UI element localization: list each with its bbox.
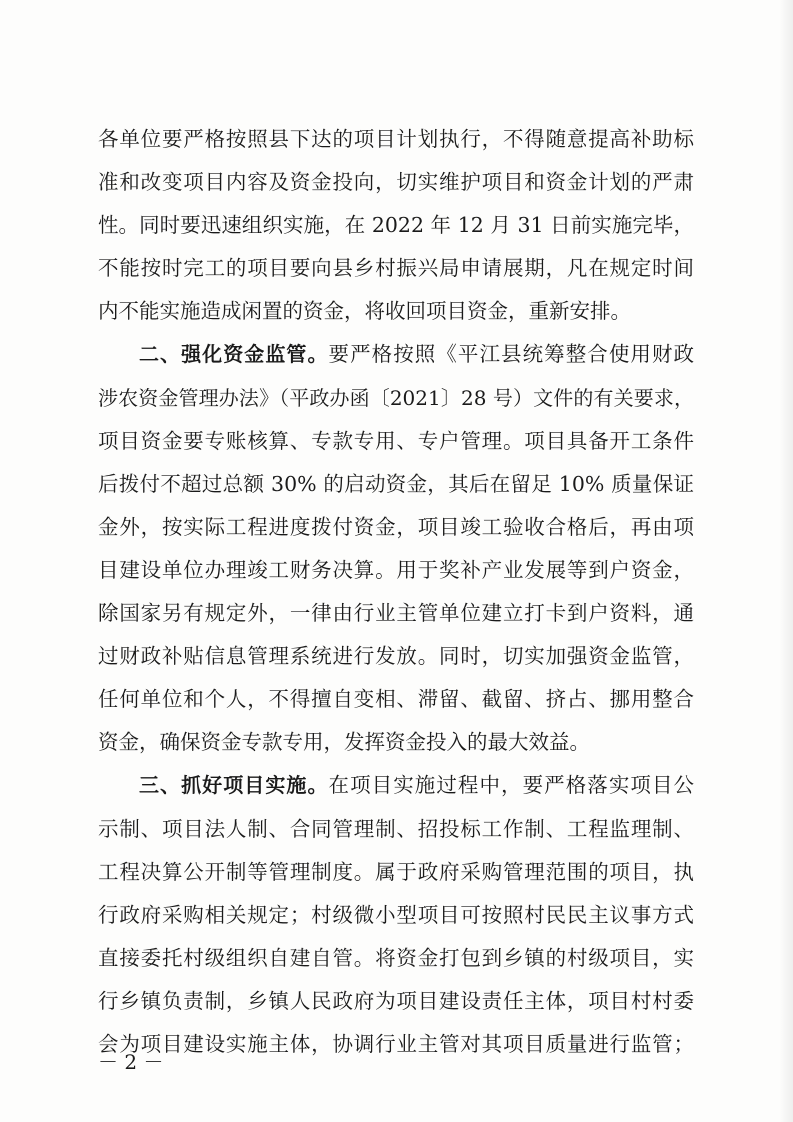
text-line: 涉农资金管理办法》（平政办函〔2021〕28 号）文件的有关要求， xyxy=(98,385,694,410)
text-line: 直接委托村级组织自建自管。将资金打包到乡镇的村级项目，实 xyxy=(98,945,694,970)
text-line: 会为项目建设实施主体，协调行业主管对其项目质量进行监管； xyxy=(98,1031,694,1056)
text-line: 任何单位和个人，不得擅自变相、滞留、截留、挤占、挪用整合 xyxy=(98,687,694,712)
paragraph-continuation xyxy=(98,118,694,333)
text-line: 金外，按实际工程进度拨付资金，项目竣工验收合格后，再由项 xyxy=(98,514,694,539)
section-heading-project-implementation: 三、抓好项目实施。 xyxy=(139,773,329,798)
text-line: 工程决算公开制等管理制度。属于政府采购管理范围的项目，执 xyxy=(98,859,694,884)
text-line: 除国家另有规定外，一律由行业主管单位建立打卡到户资料，通 xyxy=(98,601,694,626)
text-line xyxy=(98,333,694,376)
text-line: 示制、项目法人制、合同管理制、招投标工作制、工程监理制、 xyxy=(98,816,694,841)
text-line: 内不能实施造成闲置的资金，将收回项目资金，重新安排。 xyxy=(98,299,631,324)
text-line: 目建设单位办理竣工财务决算。用于奖补产业发展等到户资金， xyxy=(98,557,694,582)
paragraph-project-implementation xyxy=(98,764,694,1066)
text-line: 过财政补贴信息管理系统进行发放。同时，切实加强资金监管， xyxy=(98,644,694,669)
text-line: 行乡镇负责制，乡镇人民政府为项目建设责任主体，项目村村委 xyxy=(98,988,694,1013)
scan-edge-shadow xyxy=(779,0,793,1122)
section-heading-fund-supervision: 二、强化资金监管。 xyxy=(139,342,329,367)
text-line: 各单位要严格按照县下达的项目计划执行，不得随意提高补助标 xyxy=(98,127,694,151)
text-line: 资金，确保资金专款专用，发挥资金投入的最大效益。 xyxy=(98,730,590,755)
section-first-line-text: 要严格按照《平江县统筹整合使用财政 xyxy=(328,342,695,367)
text-line: 项目资金要专账核算、专款专用、专户管理。项目具备开工条件 xyxy=(98,428,694,453)
text-line: 后拨付不超过总额 30% 的启动资金，其后在留足 10% 质量保证 xyxy=(98,471,694,496)
page-number: － 2 － xyxy=(98,1050,164,1074)
text-line: 不能按时完工的项目要向县乡村振兴局申请展期，凡在规定时间 xyxy=(98,256,694,281)
text-line: 准和改变项目内容及资金投向，切实维护项目和资金计划的严肃 xyxy=(98,170,694,195)
text-line xyxy=(98,764,694,807)
text-line: 行政府采购相关规定；村级微小型项目可按照村民民主议事方式 xyxy=(98,902,694,927)
section-first-line-text: 在项目实施过程中，要严格落实项目公 xyxy=(328,773,695,798)
paragraph-fund-supervision xyxy=(98,333,694,764)
document-body xyxy=(98,118,694,1066)
text-line: 性。同时要迅速组织实施，在 2022 年 12 月 31 日前实施完毕， xyxy=(98,213,694,238)
